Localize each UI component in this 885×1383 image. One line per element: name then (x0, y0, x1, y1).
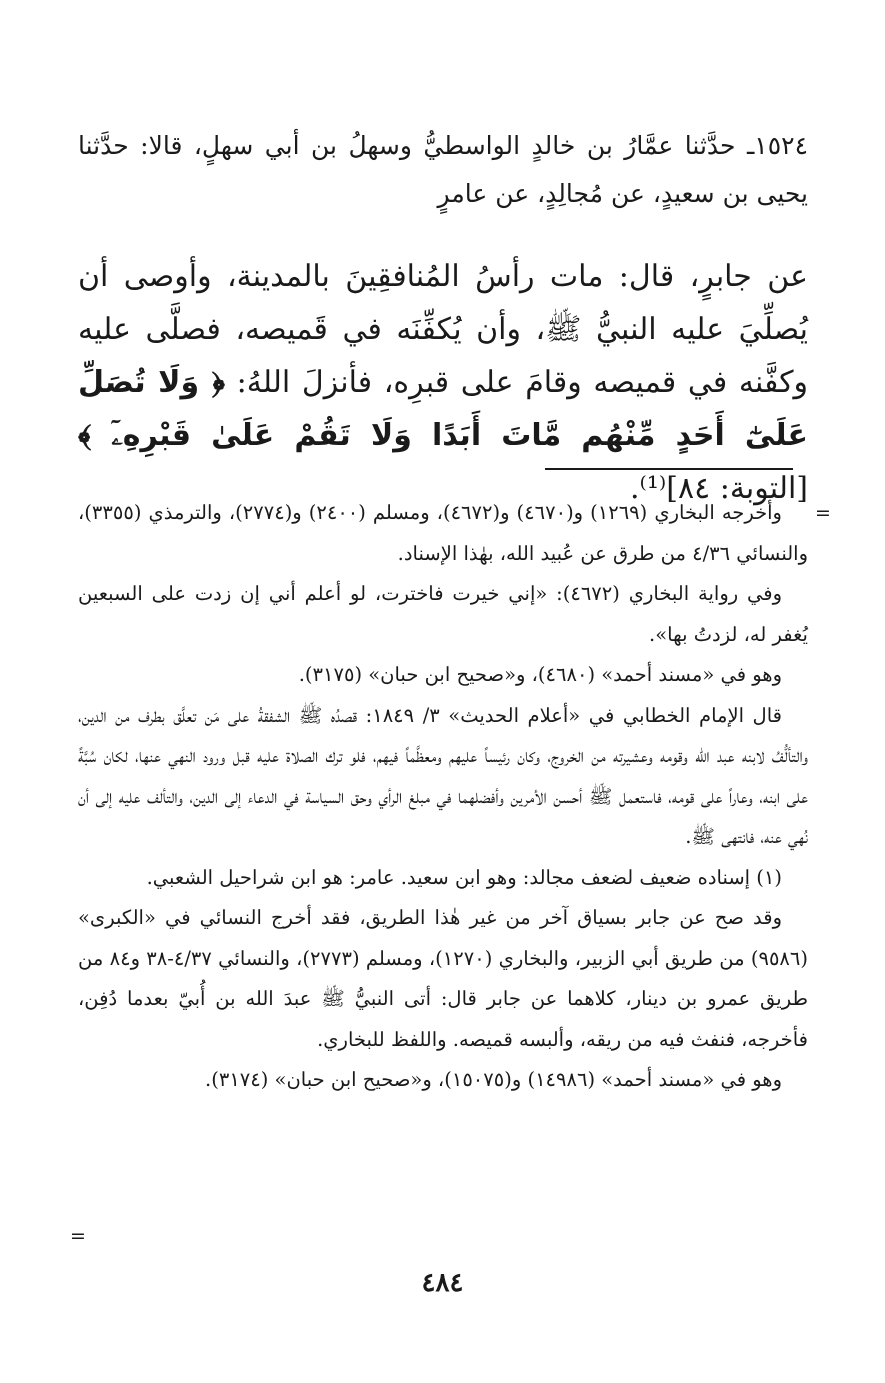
footnote-paragraph: وأخرجه البخاري (١٢٦٩) و(٤٦٧٠) و(٤٦٧٢)، ومسلم (٢٤٠٠) و(٢٧٧٤)، والترمذي (٣٣٥٥)، والنسائي ٤/٣٦ من طرق عن عُبيد الله، بهٰذا الإسناد. (78, 501, 808, 565)
hadith-matn (78, 250, 808, 515)
footnote-paragraph: وهو في «مسند أحمد» (٤٦٨٠)، و«صحيح ابن حبان» (٣١٧٥). (298, 663, 782, 686)
footnote-continuation-mark: = (815, 502, 831, 524)
footnote-end-mark: = (70, 1225, 86, 1247)
quran-verse: ﴿ وَلَا تُصَلِّ عَلَىٰٓ أَحَدٍ مِّنْهُم مَّاتَ أَبَدًا وَلَا تَقُمْ عَلَىٰ قَبْرِهِۦٓ ﴾ (78, 365, 808, 453)
hadith-matn-text: عن جابرٍ، قال: مات رأسُ المُنافقِينَ بالمدينة، وأوصى أن يُصلِّيَ عليه النبيُّ ﷺ، وأن يُكفِّنَه في قَميصه، فصلَّى عليه وكفَّنه في قميصه وقامَ على قبرِه، فأنزلَ اللهُ: (78, 259, 808, 400)
footnote-separator (545, 468, 793, 470)
footnote-paragraph: وهو في «مسند أحمد» (١٤٩٨٦) و(١٥٠٧٥)، و«صحيح ابن حبان» (٣١٧٤). (205, 1068, 782, 1091)
footnote-paragraph: وقد صح عن جابر بسياق آخر من غير هٰذا الطريق، فقد أخرج النسائي في «الكبرى» (٩٥٨٦) من طريق أبي الزبير، والبخاري (١٢٧٠)، ومسلم (٢٧٧٣)، والنسائي ٤/٣٧-٣٨ و٨٤ من طريق عمرو بن دينار، كلاهما عن جابر قال: أتى النبيُّ ﷺ عبدَ الله بن أُبيّ بعدما دُفِن، فأخرجه، فنفث فيه من ريقه، وألبسه قميصه. واللفظ للبخاري. (78, 906, 808, 1051)
footnote-paragraph: قال الإمام الخطابي في «أعلام الحديث» ٣/ ١٨٤٩: قصدُه ﷺ الشفقةُ على مَن تعلَّق بطرف من الدين، والتألُّفُ لابنه عبد الله وقومه وعشيرته من الخروج، وكان رئيساً عليهم ومعظَّماً فيهم، فلو ترك الصلاة عليه قبل ورود النهي عنها، لكان سُبَّةً على ابنه، وعاراً على قومه، فاستعمل ﷺ أحسن الأمرين وأفضلهما في مبلغ الرأي وحق السياسة في الدعاء إلى الدين، والتألف عليه إلى أن نُهي عنه، فانتهى ﷺ. (78, 703, 808, 848)
footnote-paragraph: (١) إسناده ضعيف لضعف مجالد: وهو ابن سعيد. عامر: هو ابن شراحيل الشعبي. (146, 865, 782, 889)
footnotes (78, 493, 808, 1101)
hadith-isnad-text: ١٥٢٤ـ حدَّثنا عمَّارُ بن خالدٍ الواسطيُّ وسهلُ بن أبي سهلٍ، قالا: حدَّثنا يحيى بن سعيدٍ، عن مُجالِدٍ، عن عامرٍ (78, 131, 808, 208)
page-number: ٤٨٤ (421, 1268, 464, 1298)
footnote-paragraph: وفي رواية البخاري (٤٦٧٢): «إني خيرت فاخترت، لو أعلم أني إن زدت على السبعين يُغفر له، لزدتُ بها». (78, 582, 808, 646)
quran-reference: [التوبة: ٨٤]⁽¹⁾. (629, 471, 808, 506)
hadith-chain (78, 122, 808, 218)
